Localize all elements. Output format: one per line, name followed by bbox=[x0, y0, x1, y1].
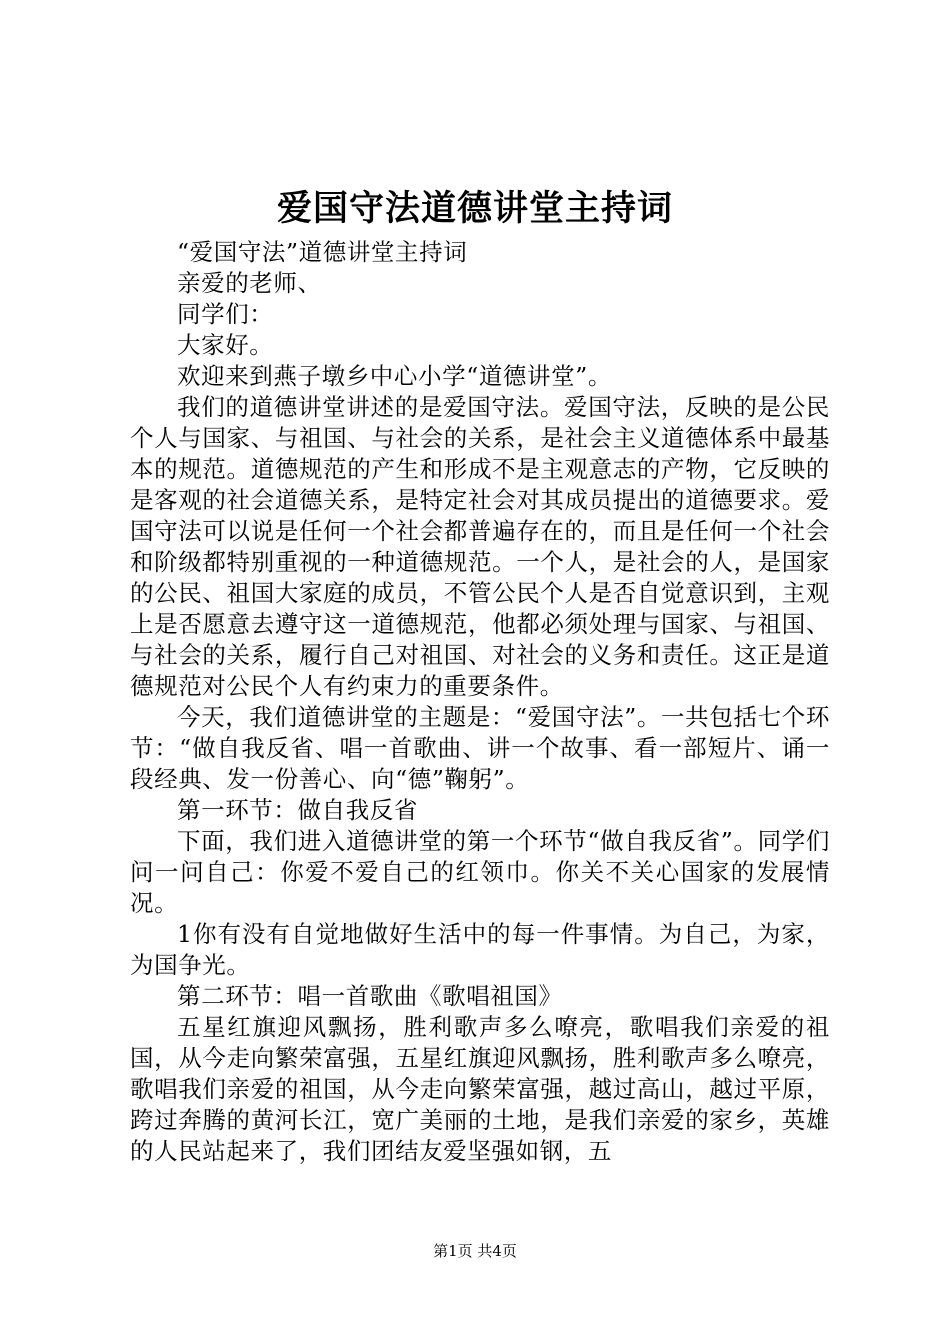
paragraph-section-1-question: 1你有没有自觉地做好生活中的每一件事情。为自己，为家，为国争光。 bbox=[130, 920, 830, 979]
paragraph-greeting-teachers: 亲爱的老师、 bbox=[177, 269, 322, 297]
paragraph-intro: 我们的道德讲堂讲述的是爱国守法。爱国守法，反映的是公民个人与国家、与祖国、与社会的关系，是社会主义道德体系中最基本的规范。道德规范的产生和形成不是主观意志的产物，它反映的是客观的社会道德关系，是特定社会对其成员提出的道德要求。爱国守法可以说是任何一个社会都普遍存在的，而且是任何一个社会和阶级都特别重视的一种道德规范。一个人，是社会的人，是国家的公民、祖国大家庭的成员，不管公民个人是否自觉意识到，主观上是否愿意去遵守这一道德规范，他都必须处理与国家、与祖国、与社会的关系，履行自己对祖国、对社会的义务和责任。这正是道德规范对公民个人有约束力的重要条件。 bbox=[130, 393, 830, 700]
paragraph-theme: 今天，我们道德讲堂的主题是：“爱国守法”。一共包括七个环节：“做自我反省、唱一首歌曲、讲一个故事、看一部短片、诵一段经典、发一份善心、向“德”鞠躬”。 bbox=[130, 703, 830, 793]
paragraph-section-1-heading: 第一环节：做自我反省 bbox=[177, 796, 418, 824]
paragraph-hello: 大家好。 bbox=[177, 331, 274, 359]
paragraph-welcome: 欢迎来到燕子墩乡中心小学“道德讲堂”。 bbox=[177, 362, 612, 390]
paragraph-greeting-students: 同学们： bbox=[177, 300, 274, 328]
paragraph-song-lyrics: 五星红旗迎风飘扬，胜利歌声多么嘹亮，歌唱我们亲爱的祖国，从今走向繁荣富强，五星红旗迎风飘扬，胜利歌声多么嘹亮，歌唱我们亲爱的祖国，从今走向繁荣富强，越过高山，越过平原，跨过奔腾的黄河长江，宽广美丽的土地，是我们亲爱的家乡，英雄的人民站起来了，我们团结友爱坚强如钢，五 bbox=[130, 1013, 830, 1165]
document-title: 爱国守法道德讲堂主持词 bbox=[276, 188, 673, 229]
paragraph-subtitle: “爱国守法”道德讲堂主持词 bbox=[177, 238, 468, 266]
document-body bbox=[130, 237, 830, 1167]
paragraph-section-1-body: 下面，我们进入道德讲堂的第一个环节“做自我反省”。同学们问一问自己：你爱不爱自己的红领巾。你关不关心国家的发展情况。 bbox=[130, 827, 830, 917]
page-footer: 第1页 共4页 bbox=[433, 1242, 517, 1260]
paragraph-section-2-heading: 第二环节：唱一首歌曲《歌唱祖国》 bbox=[177, 982, 563, 1010]
